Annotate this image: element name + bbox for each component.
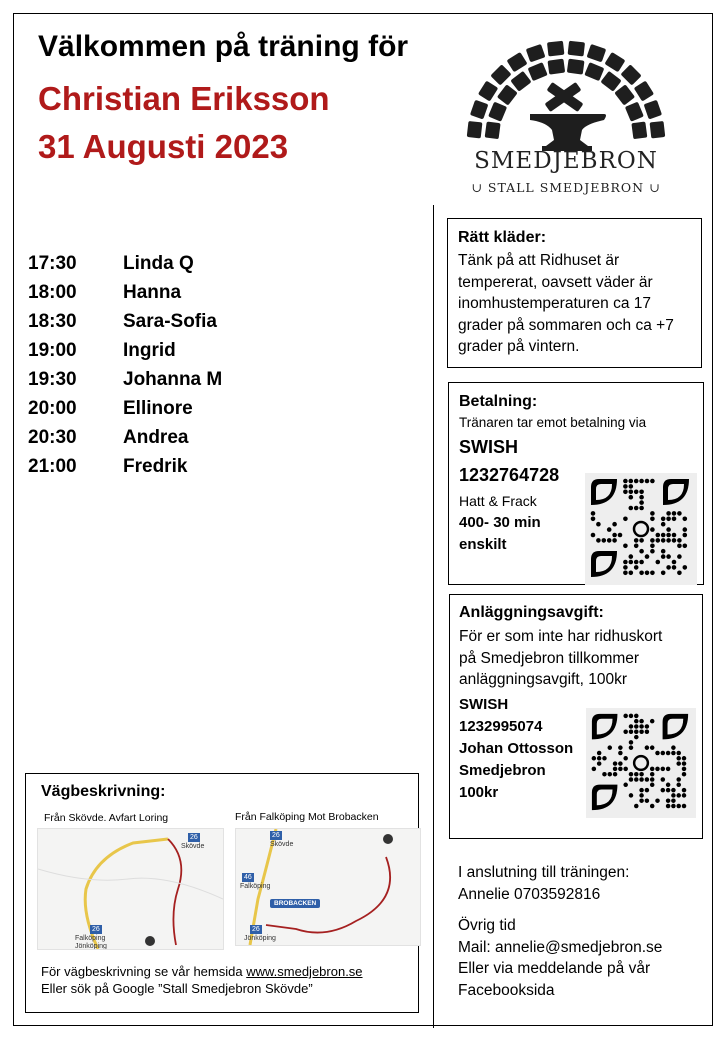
schedule-row (28, 398, 328, 427)
map-label: Jönköping (244, 935, 276, 942)
contact-line: Övrig tid (458, 917, 516, 934)
schedule-rider: Andrea (123, 427, 189, 448)
schedule-row (28, 369, 328, 398)
contact-line: Eller via meddelande på vår (458, 960, 651, 977)
schedule-rider: Fredrik (123, 456, 188, 477)
contact-info (458, 862, 708, 1001)
horseshoe-icon: ∪ (471, 180, 488, 195)
map-label: Skövde (181, 843, 205, 850)
directions-title: Vägbeskrivning: (41, 783, 166, 800)
welcome-heading: Välkommen på träning för (38, 30, 409, 63)
clothes-text: Tänk på att Ridhuset är tempererat, oavsett väder är inomhustemperaturen ca 17 grader på sommaren och ca +7 grader på vintern. (458, 252, 674, 355)
road-sign: 26 (272, 832, 280, 839)
event-date: 31 Augusti 2023 (38, 128, 289, 165)
logo-subtitle: ∪ STALL SMEDJEBRON ∪ (471, 180, 661, 195)
road-sign: 26 (190, 834, 198, 841)
directions-google-hint: Eller sök på Google ”Stall Smedjebron Skövde” (41, 981, 313, 996)
logo-name: SMEDJEBRON (474, 148, 658, 174)
schedule-time: 19:30 (28, 369, 77, 390)
schedule-rider: Ellinore (123, 398, 193, 419)
facility-title: Anläggningsavgift: (459, 604, 604, 621)
directions-footer: För vägbeskrivning se vår hemsida www.smedjebron.se (41, 964, 363, 979)
payment-number: 1232764728 (459, 465, 560, 485)
facility-payment-details: SWISH 1232995074 Johan Ottosson Smedjebron 100kr (459, 696, 574, 801)
map1-caption: Från Skövde. Avfart Loring (44, 812, 169, 824)
payment-intro: Tränaren tar emot betalning via (459, 415, 647, 430)
schedule-rider: Johanna M (123, 369, 223, 390)
schedule-time: 21:00 (28, 456, 77, 477)
swish-qr-code-icon (586, 708, 696, 818)
map2-caption: Från Falköping Mot Brobacken (235, 811, 379, 823)
contact-line: Facebooksida (458, 981, 555, 999)
schedule-row (28, 456, 328, 485)
payment-price-unit: enskilt (459, 536, 507, 553)
facility-text: För er som inte har ridhuskort på Smedjebron tillkommer anläggningsavgift, 100kr (459, 628, 663, 688)
map-from-skovde (37, 828, 224, 950)
contact-line: I anslutning till träningen: (458, 864, 630, 881)
schedule-row (28, 282, 328, 311)
schedule-rider: Linda Q (123, 253, 194, 274)
clothes-title: Rätt kläder: (458, 229, 547, 246)
map-label: Skövde (270, 841, 294, 848)
schedule-row (28, 253, 328, 282)
payment-price: 400- 30 min (459, 514, 541, 531)
map-tag: BROBACKEN (270, 899, 320, 908)
schedule-row (28, 340, 328, 369)
directions-box (25, 773, 419, 1013)
road-sign: 46 (244, 874, 252, 881)
schedule-time: 19:00 (28, 340, 77, 361)
schedule-time: 20:00 (28, 398, 77, 419)
contact-email: Mail: annelie@smedjebron.se (458, 938, 663, 956)
road-sign: 26 (92, 926, 100, 933)
swish-qr-code-icon (585, 473, 697, 585)
map-from-falkoping (235, 828, 421, 946)
horseshoe-icon: ∪ (644, 180, 661, 195)
schedule-time: 17:30 (28, 253, 77, 274)
website-link[interactable]: www.smedjebron.se (246, 964, 363, 979)
trainer-name: Christian Eriksson (38, 80, 330, 117)
schedule-rider: Ingrid (123, 340, 176, 361)
schedule-row (28, 311, 328, 340)
map-label: Falköping Jönköping (75, 935, 107, 950)
payment-swish: SWISH (459, 437, 519, 457)
schedule-time: 18:30 (28, 311, 77, 332)
schedule-rider: Sara-Sofia (123, 311, 217, 332)
road-sign: 26 (252, 926, 260, 933)
schedule-rider: Hanna (123, 282, 182, 303)
schedule-time: 20:30 (28, 427, 77, 448)
column-divider (433, 205, 434, 1028)
map-label: Falköping (240, 883, 271, 890)
schedule-time: 18:00 (28, 282, 77, 303)
payment-note: Hatt & Frack (459, 493, 537, 509)
payment-title: Betalning: (459, 393, 538, 410)
contact-phone: Annelie 0703592816 (458, 885, 601, 903)
clothes-box (447, 218, 702, 368)
facility-fee-box (449, 594, 703, 839)
schedule-row (28, 427, 328, 456)
payment-box (448, 382, 704, 585)
